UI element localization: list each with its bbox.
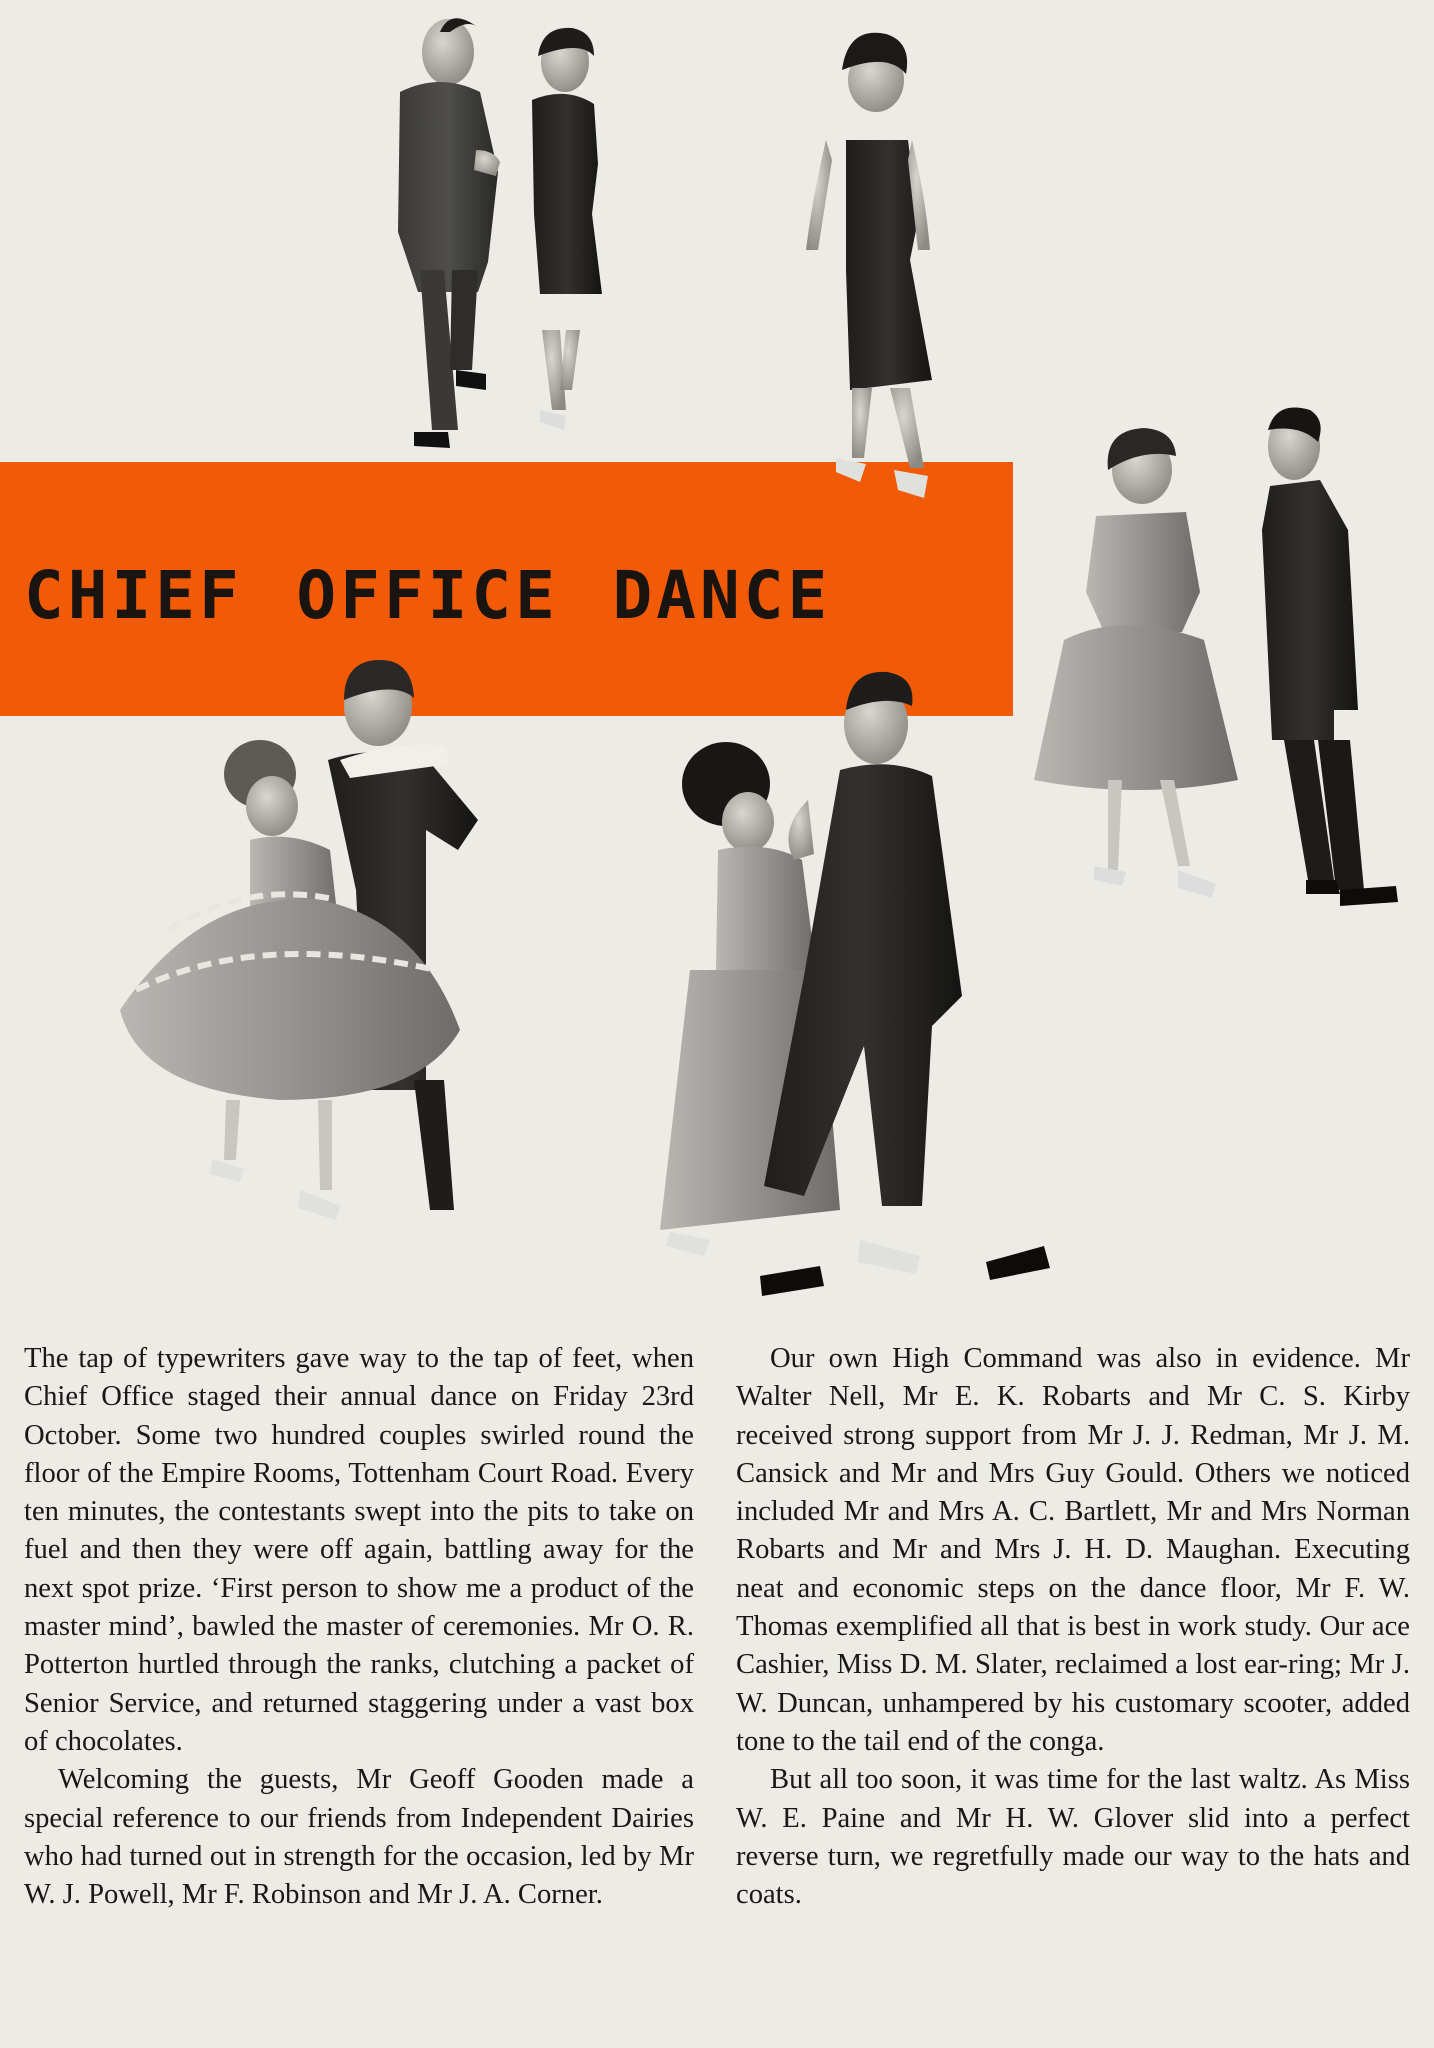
article-title: CHIEF OFFICE DANCE xyxy=(24,557,832,634)
top-left-woman xyxy=(532,28,602,430)
article-paragraph: Welcoming the guests, Mr Geoff Gooden made a special reference to our friends from Independent Dairies who had turned out in strength for the occasion, led by Mr W. J. Powell, Mr F. Robinson and Mr J. A. Corner. xyxy=(24,1764,694,1911)
top-center-woman xyxy=(806,33,932,498)
article-column-right xyxy=(736,1340,1410,1914)
article-paragraph: The tap of typewriters gave way to the tap of feet, when Chief Office staged their annual dance on Friday 23rd October. Some two hundred couples swirled round the floor of the Empire Rooms, Tottenham Court Road. Every ten minutes, the contestants swept into the pits to take on fuel and then they were off again, battling away for the next spot prize. ‘First person to show me a product of the master mind’, bawled the master of ceremonies. Mr O. R. Potterton hurtled through the ranks, clutching a packet of Senior Service, and returned staggering under a vast box of chocolates. xyxy=(24,1343,694,1757)
right-woman xyxy=(1034,428,1238,898)
article-paragraph: But all too soon, it was time for the last waltz. As Miss W. E. Paine and Mr H. W. Glover slid into a perfect reverse turn, we regretfully made our way to the hats and coats. xyxy=(736,1764,1410,1911)
article-body xyxy=(24,1340,1410,2030)
top-left-man xyxy=(398,18,500,448)
bottom-center-couple xyxy=(660,672,1050,1296)
article-column-left xyxy=(24,1340,694,1914)
article-paragraph: Our own High Command was also in evidence. Mr Walter Nell, Mr E. K. Robarts and Mr C. S. Kirby received strong support from Mr J. J. Redman, Mr J. M. Cansick and Mr and Mrs Guy Gould. Others we noticed included Mr and Mrs A. C. Bartlett, Mr and Mrs Norman Robarts and Mr and Mrs J. H. D. Maughan. Executing neat and economic steps on the dance floor, Mr F. W. Thomas exemplified all that is best in work study. Our ace Cashier, Miss D. M. Slater, reclaimed a lost ear-ring; Mr J. W. Duncan, unhampered by his customary scooter, added tone to the tail end of the conga. xyxy=(736,1343,1410,1757)
right-man xyxy=(1262,408,1398,907)
bottom-left-couple xyxy=(120,660,478,1220)
